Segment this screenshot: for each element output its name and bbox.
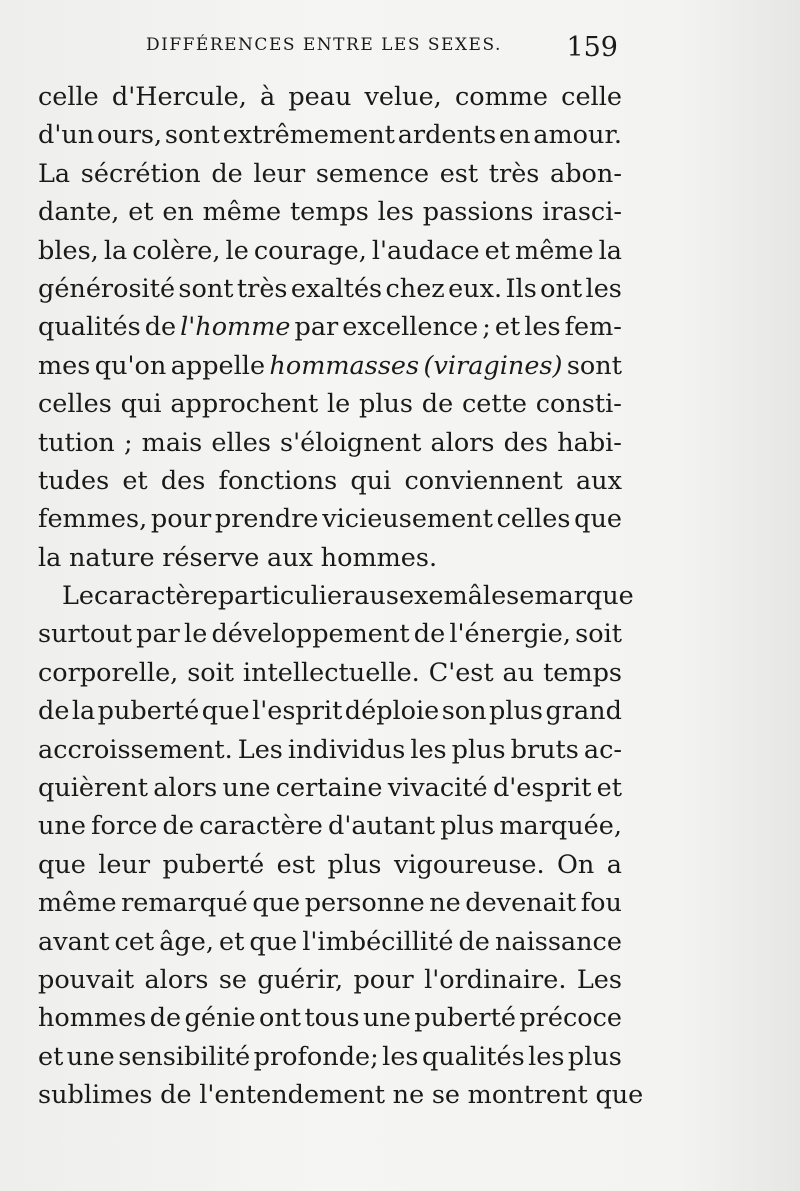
text-line: mes qu'on appelle hommasses (viragines) sont <box>38 350 622 381</box>
text-line: dante, et en même temps les passions irasci- <box>38 197 622 228</box>
text-line: celles qui approchent le plus de cette consti- <box>38 389 622 420</box>
text-line: de la puberté que l'esprit déploie son plus grand <box>38 696 622 727</box>
text-line: tution ; mais elles s'éloignent alors des habi- <box>38 427 622 458</box>
text-line: pouvait alors se guérir, pour l'ordinaire. Les <box>38 964 622 995</box>
text-line: qualités de l'homme par excellence ; et les fem- <box>38 312 622 343</box>
text-line: la nature réserve aux hommes. <box>38 542 438 573</box>
text-line: tudes et des fonctions qui conviennent aux <box>38 465 622 496</box>
text-line: et une sensibilité profonde; les qualités les plus <box>38 1041 622 1072</box>
text-line: femmes, pour prendre vicieusement celles que <box>38 504 622 535</box>
text-line: avant cet âge, et que l'imbécillité de naissance <box>38 926 622 957</box>
text-line: bles, la colère, le courage, l'audace et même la <box>38 235 622 266</box>
page-number: 159 <box>566 32 618 63</box>
text-line: corporelle, soit intellectuelle. C'est au temps <box>38 657 622 688</box>
text-line: La sécrétion de leur semence est très abon- <box>38 158 622 189</box>
text-line: celle d'Hercule, à peau velue, comme celle <box>38 82 622 112</box>
text-line: que leur puberté est plus vigoureuse. On a <box>38 849 622 880</box>
text-line: surtout par le développement de l'énergie, soit <box>38 619 622 650</box>
text-line: une force de caractère d'autant plus marquée, <box>38 811 622 842</box>
text-line: même remarqué que personne ne devenait fou <box>38 888 622 919</box>
text-line: générosité sont très exaltés chez eux. Ils ont les <box>38 273 622 304</box>
page-header <box>38 32 618 66</box>
text-line: d'un ours, sont extrêmement ardents en amour. <box>38 120 622 151</box>
text-line: sublimes de l'entendement ne se montrent que <box>38 1080 644 1111</box>
body-text <box>38 78 644 1115</box>
text-line: accroissement. Les individus les plus bruts ac- <box>38 734 622 765</box>
text-line: quièrent alors une certaine vivacité d'esprit et <box>38 773 622 804</box>
running-head: DIFFÉRENCES ENTRE LES SEXES. <box>146 35 502 55</box>
text-line: Le caractère particulier au sexe mâle se marque <box>62 581 634 612</box>
text-line: hommes de génie ont tous une puberté précoce <box>38 1003 622 1034</box>
